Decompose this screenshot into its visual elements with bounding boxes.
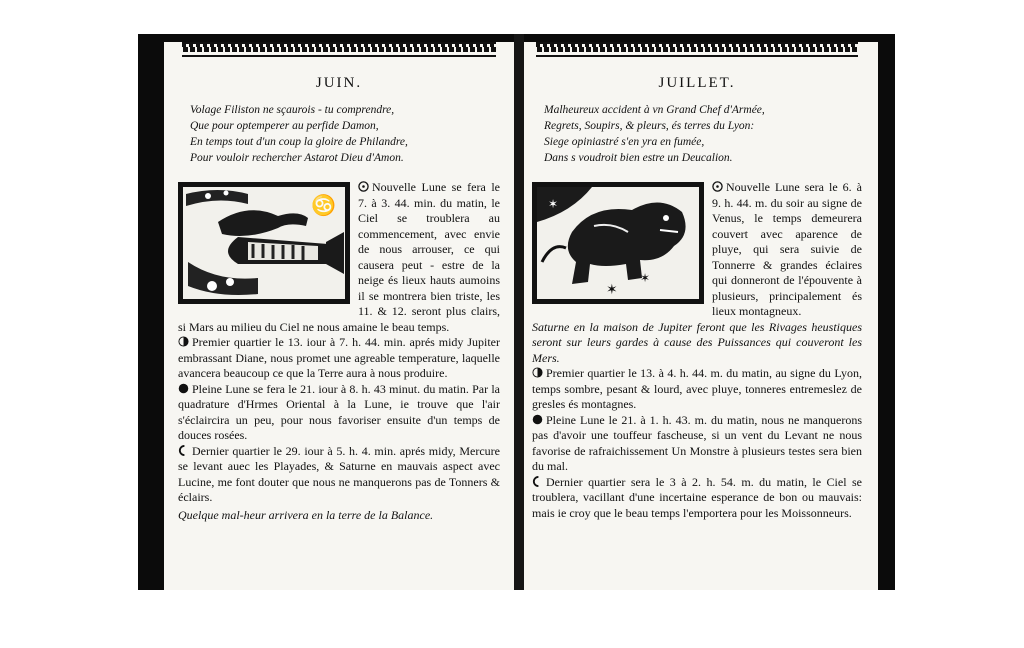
page-july <box>532 42 862 582</box>
forecast-paragraph <box>532 320 862 367</box>
full-moon-icon <box>178 383 189 394</box>
closing-line: Quelque mal-heur arrivera en la terre de la Balance. <box>178 507 434 522</box>
forecast-paragraph <box>532 366 862 413</box>
first-quarter-moon-icon <box>178 336 189 347</box>
paragraph-text: Pleine Lune se fera le 21. iour à 8. h. 43 minut. du matin. Par la quadrature d'Hrmes Oriental à la Lune, ie trouve que l'air s'éclaircira un peu, pour nous favoriser ensuite d'un temps de douces rosées. <box>178 381 500 442</box>
verse-quatrain <box>178 102 500 166</box>
month-title: JUILLET. <box>658 75 736 91</box>
paragraph-text: Nouvelle Lune se fera le 7. à 3. 44. min. du matin, le Ciel se troublera au commencement, avec envie de nous arrouser, ce qui causera peut - estre de la neige és lieux hauts aumoins il se montrera bien triste, les 11. & 12. seront plus clairs, si Mars au milieu du Ciel ne nous amaine le beau temps. <box>178 180 500 334</box>
paragraph-text: Saturne en la maison de Jupiter feront que les Rivages heustiques seront sur leurs gardes à cause des Puissances qui couveront les Mers. <box>532 319 862 365</box>
header-ornament <box>182 42 496 57</box>
sun-symbol-icon <box>358 181 369 192</box>
crayfish-illustration <box>178 182 350 304</box>
forecast-paragraph <box>178 335 500 382</box>
paragraph-text: Nouvelle Lune sera le 6. à 9. h. 44. m. du soir au signe de Venus, le temps demeurera couvert avec aparence de pluye, qui sera suivie de Tonnerre & grandes éclaires qui donneront de l'épouvente à plusieurs, principalement és lieux montagneux. <box>712 180 862 318</box>
last-quarter-moon-icon <box>178 445 189 456</box>
verse-line: Que pour optemperer au perfide Damon, <box>190 120 379 132</box>
forecast-paragraph <box>178 382 500 444</box>
forecast-block <box>532 180 862 521</box>
book-gutter <box>514 34 524 590</box>
verse-line: Volage Filiston ne sçaurois - tu comprendre, <box>190 104 395 116</box>
sun-symbol-icon <box>712 181 723 192</box>
forecast-paragraph <box>532 475 862 522</box>
paragraph-text: Dernier quartier sera le 3 à 2. h. 54. m. du matin, le Ciel se troublera, vacillant d'une incertaine esperance de bon ou mauvais: mais ie croy que le beau temps l'emportera pour les Moissonneurs. <box>532 474 862 520</box>
forecast-block <box>178 180 500 523</box>
left-book-edge <box>138 34 164 590</box>
first-quarter-moon-icon <box>532 367 543 378</box>
right-book-edge <box>878 34 895 590</box>
verse-quatrain <box>532 102 862 166</box>
cancer-woodcut-image <box>178 182 350 304</box>
page-june <box>178 42 500 582</box>
last-quarter-moon-icon <box>532 476 543 487</box>
verse-line: Malheureux accident à vn Grand Chef d'Armée, <box>544 104 765 116</box>
lion-illustration <box>532 182 704 304</box>
month-title: JUIN. <box>315 75 363 91</box>
paragraph-text: Dernier quartier le 29. iour à 5. h. 4. min. aprés midy, Mercure se levant auec les Playades, & Saturne en mauvais aspect avec Lucine, me font douter que nous ne manquerons pas de Tonners & éclairs. <box>178 443 500 504</box>
header-ornament <box>536 42 858 57</box>
verse-line: Regrets, Soupirs, & pleurs, és terres du Lyon: <box>544 120 755 132</box>
paragraph-text: Premier quartier le 13. à 4. h. 44. m. du matin, au signe du Lyon, temps sombre, pesant & lourd, avec pluye, tonneres entremeslez de gresles és montagnes. <box>532 366 862 411</box>
svg-text:♋: ♋ <box>311 193 336 217</box>
paragraph-text: Pleine Lune le 21. à 1. h. 43. m. du matin, nous ne manquerons pas d'avoir une touffeur fascheuse, si un vent du Levant ne nous favorise de rafraichissement Un Monstre à plusieurs testes sera bien du mal. <box>532 412 862 473</box>
forecast-paragraph <box>178 444 500 506</box>
svg-text:✶: ✶ <box>548 197 559 211</box>
svg-text:✶: ✶ <box>640 271 651 285</box>
paragraph-text: Premier quartier le 13. iour à 7. h. 44. min. aprés midy Jupiter embrassant Diane, nous promet une agreable temperature, laquelle avancera beaucoup ce que la Terre aura à nous produire. <box>178 335 500 380</box>
full-moon-icon <box>532 414 543 425</box>
verse-line: En temps tout d'un coup la gloire de Philandre, <box>190 136 408 148</box>
leo-woodcut-image <box>532 182 704 304</box>
forecast-paragraph <box>532 413 862 475</box>
svg-text:✶: ✶ <box>606 282 618 298</box>
verse-line: Pour vouloir rechercher Astarot Dieu d'Amon. <box>190 152 404 164</box>
verse-line: Dans s voudroit bien estre un Deucalion. <box>544 152 733 164</box>
verse-line: Siege opiniastré s'en yra en fumée, <box>544 136 705 148</box>
